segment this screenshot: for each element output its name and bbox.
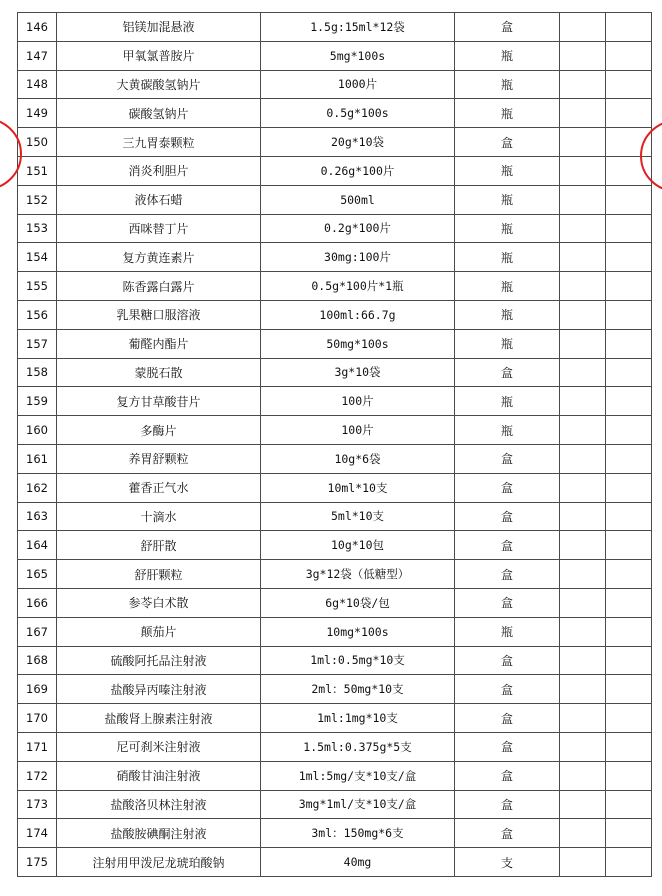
spec-cell: 3g*12袋（低糖型） [261,560,455,589]
spec-cell: 2ml：50mg*10支 [261,675,455,704]
unit-cell: 盒 [455,819,560,848]
table-row [18,790,652,819]
empty-cell [606,416,652,445]
empty-cell [560,70,606,99]
spec-cell: 1.5ml:0.375g*5支 [261,732,455,761]
empty-cell [606,560,652,589]
row-number: 161 [18,444,57,473]
unit-cell: 瓶 [455,99,560,128]
spec-cell: 1ml:0.5mg*10支 [261,646,455,675]
drug-table-body [18,13,652,877]
table-row [18,300,652,329]
drug-name-cell: 尼可刹米注射液 [57,732,261,761]
spec-cell: 500ml [261,185,455,214]
empty-cell [560,358,606,387]
drug-name-cell: 舒肝散 [57,531,261,560]
unit-cell: 盒 [455,588,560,617]
spec-cell: 40mg [261,848,455,877]
row-number: 175 [18,848,57,877]
empty-cell [606,761,652,790]
spec-cell: 0.26g*100片 [261,156,455,185]
drug-name-cell: 注射用甲泼尼龙琥珀酸钠 [57,848,261,877]
table-row [18,128,652,157]
empty-cell [560,473,606,502]
unit-cell: 瓶 [455,329,560,358]
unit-cell: 盒 [455,473,560,502]
drug-name-cell: 大黄碳酸氢钠片 [57,70,261,99]
empty-cell [560,560,606,589]
spec-cell: 0.5g*100s [261,99,455,128]
drug-name-cell: 藿香正气水 [57,473,261,502]
empty-cell [560,790,606,819]
row-number: 173 [18,790,57,819]
unit-cell: 盒 [455,675,560,704]
spec-cell: 100ml:66.7g [261,300,455,329]
empty-cell [606,502,652,531]
spec-cell: 100片 [261,387,455,416]
row-number: 154 [18,243,57,272]
drug-name-cell: 盐酸胺碘酮注射液 [57,819,261,848]
empty-cell [560,761,606,790]
empty-cell [560,13,606,42]
spec-cell: 3ml：150mg*6支 [261,819,455,848]
table-row [18,444,652,473]
spec-cell: 10g*10包 [261,531,455,560]
empty-cell [606,128,652,157]
empty-cell [606,732,652,761]
row-number: 146 [18,13,57,42]
empty-cell [606,790,652,819]
drug-name-cell: 甲氧氯普胺片 [57,41,261,70]
row-number: 159 [18,387,57,416]
empty-cell [560,704,606,733]
unit-cell: 瓶 [455,156,560,185]
empty-cell [606,99,652,128]
unit-cell: 瓶 [455,272,560,301]
row-number: 148 [18,70,57,99]
empty-cell [560,675,606,704]
table-row [18,185,652,214]
drug-name-cell: 蒙脱石散 [57,358,261,387]
empty-cell [606,675,652,704]
drug-name-cell: 颠茄片 [57,617,261,646]
drug-name-cell: 葡醛内酯片 [57,329,261,358]
table-row [18,156,652,185]
empty-cell [606,848,652,877]
table-row [18,732,652,761]
spec-cell: 1000片 [261,70,455,99]
table-row [18,531,652,560]
spec-cell: 10g*6袋 [261,444,455,473]
table-row [18,272,652,301]
table-row [18,358,652,387]
drug-name-cell: 舒肝颗粒 [57,560,261,589]
row-number: 169 [18,675,57,704]
table-row [18,99,652,128]
empty-cell [606,704,652,733]
empty-cell [560,732,606,761]
table-row [18,243,652,272]
spec-cell: 0.2g*100片 [261,214,455,243]
empty-cell [560,99,606,128]
row-number: 149 [18,99,57,128]
row-number: 152 [18,185,57,214]
spec-cell: 5ml*10支 [261,502,455,531]
empty-cell [606,444,652,473]
drug-name-cell: 参苓白术散 [57,588,261,617]
empty-cell [606,588,652,617]
row-number: 158 [18,358,57,387]
empty-cell [606,617,652,646]
unit-cell: 盒 [455,761,560,790]
spec-cell: 1ml:1mg*10支 [261,704,455,733]
drug-name-cell: 碳酸氢钠片 [57,99,261,128]
table-row [18,473,652,502]
table-row [18,617,652,646]
row-number: 151 [18,156,57,185]
drug-name-cell: 三九胃泰颗粒 [57,128,261,157]
unit-cell: 盒 [455,128,560,157]
unit-cell: 盒 [455,790,560,819]
empty-cell [606,473,652,502]
drug-name-cell: 消炎利胆片 [57,156,261,185]
drug-name-cell: 盐酸异丙嗪注射液 [57,675,261,704]
unit-cell: 盒 [455,531,560,560]
empty-cell [606,646,652,675]
empty-cell [606,819,652,848]
table-row [18,13,652,42]
spec-cell: 1ml:5mg/支*10支/盒 [261,761,455,790]
spec-cell: 5mg*100s [261,41,455,70]
table-row [18,387,652,416]
table-row [18,675,652,704]
spec-cell: 10ml*10支 [261,473,455,502]
table-row [18,588,652,617]
unit-cell: 盒 [455,704,560,733]
drug-name-cell: 铝镁加混悬液 [57,13,261,42]
unit-cell: 盒 [455,560,560,589]
row-number: 163 [18,502,57,531]
empty-cell [606,387,652,416]
empty-cell [560,646,606,675]
drug-name-cell: 液体石蜡 [57,185,261,214]
unit-cell: 盒 [455,646,560,675]
empty-cell [606,41,652,70]
drug-name-cell: 多酶片 [57,416,261,445]
spec-cell: 10mg*100s [261,617,455,646]
drug-name-cell: 盐酸洛贝林注射液 [57,790,261,819]
spec-cell: 3mg*1ml/支*10支/盒 [261,790,455,819]
empty-cell [560,41,606,70]
empty-cell [606,13,652,42]
row-number: 172 [18,761,57,790]
table-row [18,819,652,848]
empty-cell [560,185,606,214]
row-number: 162 [18,473,57,502]
empty-cell [606,531,652,560]
table-row [18,848,652,877]
empty-cell [606,243,652,272]
drug-list-sheet [17,12,651,877]
table-row [18,41,652,70]
table-row [18,704,652,733]
drug-name-cell: 盐酸肾上腺素注射液 [57,704,261,733]
unit-cell: 支 [455,848,560,877]
drug-name-cell: 硝酸甘油注射液 [57,761,261,790]
empty-cell [560,444,606,473]
empty-cell [560,502,606,531]
spec-cell: 6g*10袋/包 [261,588,455,617]
unit-cell: 瓶 [455,387,560,416]
unit-cell: 盒 [455,502,560,531]
empty-cell [560,243,606,272]
unit-cell: 瓶 [455,300,560,329]
empty-cell [606,272,652,301]
empty-cell [606,70,652,99]
row-number: 160 [18,416,57,445]
drug-table [17,12,652,877]
drug-name-cell: 十滴水 [57,502,261,531]
unit-cell: 瓶 [455,214,560,243]
empty-cell [560,300,606,329]
spec-cell: 30mg:100片 [261,243,455,272]
empty-cell [560,588,606,617]
row-number: 164 [18,531,57,560]
row-number: 157 [18,329,57,358]
empty-cell [560,848,606,877]
table-row [18,560,652,589]
empty-cell [560,819,606,848]
unit-cell: 瓶 [455,185,560,214]
empty-cell [606,358,652,387]
empty-cell [560,214,606,243]
empty-cell [560,156,606,185]
row-number: 147 [18,41,57,70]
spec-cell: 3g*10袋 [261,358,455,387]
unit-cell: 盒 [455,444,560,473]
row-number: 174 [18,819,57,848]
unit-cell: 瓶 [455,70,560,99]
spec-cell: 0.5g*100片*1瓶 [261,272,455,301]
drug-name-cell: 复方甘草酸苷片 [57,387,261,416]
table-row [18,761,652,790]
row-number: 156 [18,300,57,329]
empty-cell [560,531,606,560]
row-number: 166 [18,588,57,617]
unit-cell: 瓶 [455,617,560,646]
drug-name-cell: 西咪替丁片 [57,214,261,243]
unit-cell: 盒 [455,732,560,761]
empty-cell [606,300,652,329]
drug-name-cell: 乳果糖口服溶液 [57,300,261,329]
row-number: 165 [18,560,57,589]
row-number: 155 [18,272,57,301]
spec-cell: 20g*10袋 [261,128,455,157]
empty-cell [560,128,606,157]
drug-name-cell: 复方黄连素片 [57,243,261,272]
spec-cell: 100片 [261,416,455,445]
unit-cell: 盒 [455,13,560,42]
table-row [18,646,652,675]
row-number: 168 [18,646,57,675]
unit-cell: 瓶 [455,243,560,272]
row-number: 153 [18,214,57,243]
empty-cell [560,617,606,646]
table-row [18,70,652,99]
row-number: 167 [18,617,57,646]
drug-name-cell: 养胃舒颗粒 [57,444,261,473]
empty-cell [606,156,652,185]
empty-cell [560,416,606,445]
empty-cell [560,387,606,416]
empty-cell [606,329,652,358]
table-row [18,416,652,445]
unit-cell: 盒 [455,358,560,387]
spec-cell: 1.5g:15ml*12袋 [261,13,455,42]
empty-cell [606,214,652,243]
unit-cell: 瓶 [455,416,560,445]
row-number: 170 [18,704,57,733]
spec-cell: 50mg*100s [261,329,455,358]
row-number: 150 [18,128,57,157]
drug-name-cell: 陈香露白露片 [57,272,261,301]
row-number: 171 [18,732,57,761]
table-row [18,502,652,531]
empty-cell [560,272,606,301]
drug-name-cell: 硫酸阿托品注射液 [57,646,261,675]
table-row [18,329,652,358]
empty-cell [606,185,652,214]
empty-cell [560,329,606,358]
unit-cell: 瓶 [455,41,560,70]
table-row [18,214,652,243]
